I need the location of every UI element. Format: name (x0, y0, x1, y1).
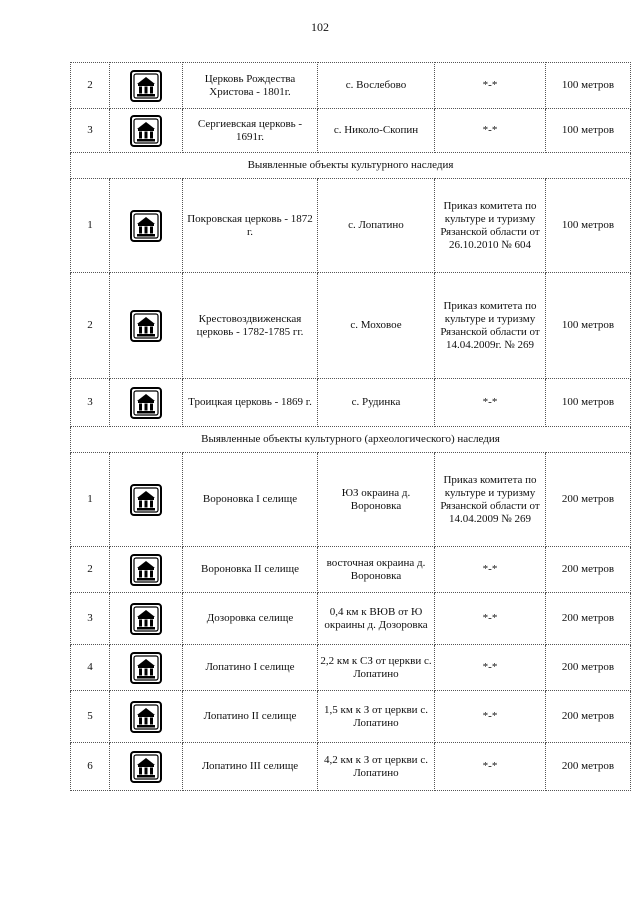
protection-document: *-* (435, 379, 546, 427)
emblem-cell (110, 379, 183, 427)
protection-zone: 100 метров (546, 379, 631, 427)
protection-zone: 200 метров (546, 453, 631, 547)
heritage-emblem-icon (130, 115, 162, 147)
section-title: Выявленные объекты культурного наследия (71, 153, 631, 179)
object-name: Лопатино II селище (183, 691, 318, 743)
object-name: Лопатино III селище (183, 743, 318, 791)
section-title: Выявленные объекты культурного (археологического) наследия (71, 427, 631, 453)
heritage-emblem-icon (130, 701, 162, 733)
emblem-cell (110, 179, 183, 273)
emblem-cell (110, 691, 183, 743)
protection-document: *-* (435, 109, 546, 153)
row-number: 2 (71, 273, 110, 379)
row-number: 6 (71, 743, 110, 791)
row-number: 3 (71, 593, 110, 645)
protection-document: *-* (435, 691, 546, 743)
protection-zone: 100 метров (546, 179, 631, 273)
table-row (71, 547, 631, 593)
object-name: Церковь Рождества Христова - 1801г. (183, 63, 318, 109)
object-location: 2,2 км к СЗ от церкви с. Лопатино (318, 645, 435, 691)
emblem-cell (110, 645, 183, 691)
object-location: с. Николо-Скопин (318, 109, 435, 153)
heritage-emblem-icon (130, 387, 162, 419)
heritage-emblem-icon (130, 751, 162, 783)
object-name: Сергиевская церковь - 1691г. (183, 109, 318, 153)
object-location: с. Вослебово (318, 63, 435, 109)
row-number: 5 (71, 691, 110, 743)
emblem-cell (110, 547, 183, 593)
row-number: 1 (71, 179, 110, 273)
table-row (71, 743, 631, 791)
protection-document: *-* (435, 593, 546, 645)
heritage-emblem-icon (130, 484, 162, 516)
row-number: 4 (71, 645, 110, 691)
table-row (71, 179, 631, 273)
protection-zone: 200 метров (546, 691, 631, 743)
object-location: ЮЗ окраина д. Вороновка (318, 453, 435, 547)
heritage-emblem-icon (130, 310, 162, 342)
emblem-cell (110, 453, 183, 547)
emblem-cell (110, 109, 183, 153)
object-name: Троицкая церковь - 1869 г. (183, 379, 318, 427)
table-row (71, 63, 631, 109)
row-number: 2 (71, 547, 110, 593)
table-row (71, 109, 631, 153)
table-body (71, 63, 631, 791)
row-number: 3 (71, 109, 110, 153)
heritage-objects-table (70, 62, 631, 791)
object-name: Лопатино I селище (183, 645, 318, 691)
protection-document: *-* (435, 645, 546, 691)
protection-zone: 100 метров (546, 63, 631, 109)
object-location: восточная окраина д. Вороновка (318, 547, 435, 593)
table-row (71, 379, 631, 427)
protection-zone: 200 метров (546, 547, 631, 593)
page-number: 102 (311, 20, 329, 34)
heritage-emblem-icon (130, 210, 162, 242)
object-location: 1,5 км к З от церкви с. Лопатино (318, 691, 435, 743)
emblem-cell (110, 273, 183, 379)
object-name: Покровская церковь - 1872 г. (183, 179, 318, 273)
object-location: 4,2 км к З от церкви с. Лопатино (318, 743, 435, 791)
object-location: с. Моховое (318, 273, 435, 379)
protection-document: Приказ комитета по культуре и туризму Рязанской области от 26.10.2010 № 604 (435, 179, 546, 273)
table-row (71, 645, 631, 691)
protection-zone: 200 метров (546, 645, 631, 691)
object-name: Дозоровка селище (183, 593, 318, 645)
object-name: Вороновка II селище (183, 547, 318, 593)
object-name: Вороновка I селище (183, 453, 318, 547)
object-location: с. Лопатино (318, 179, 435, 273)
emblem-cell (110, 743, 183, 791)
protection-zone: 100 метров (546, 273, 631, 379)
table-row (71, 593, 631, 645)
protection-zone: 200 метров (546, 593, 631, 645)
table-row (71, 453, 631, 547)
object-location: с. Рудинка (318, 379, 435, 427)
heritage-emblem-icon (130, 652, 162, 684)
row-number: 2 (71, 63, 110, 109)
protection-document: Приказ комитета по культуре и туризму Рязанской области от 14.04.2009г. № 269 (435, 273, 546, 379)
section-header-row (71, 427, 631, 453)
heritage-emblem-icon (130, 554, 162, 586)
row-number: 3 (71, 379, 110, 427)
protection-document: *-* (435, 547, 546, 593)
emblem-cell (110, 593, 183, 645)
object-location: 0,4 км к ВЮВ от Ю окраины д. Дозоровка (318, 593, 435, 645)
emblem-cell (110, 63, 183, 109)
protection-zone: 200 метров (546, 743, 631, 791)
row-number: 1 (71, 453, 110, 547)
protection-document: *-* (435, 743, 546, 791)
table-row (71, 273, 631, 379)
object-name: Крестовоздвиженская церковь - 1782-1785 гг. (183, 273, 318, 379)
protection-document: *-* (435, 63, 546, 109)
protection-document: Приказ комитета по культуре и туризму Рязанской области от 14.04.2009 № 269 (435, 453, 546, 547)
protection-zone: 100 метров (546, 109, 631, 153)
section-header-row (71, 153, 631, 179)
heritage-emblem-icon (130, 70, 162, 102)
table-row (71, 691, 631, 743)
heritage-emblem-icon (130, 603, 162, 635)
